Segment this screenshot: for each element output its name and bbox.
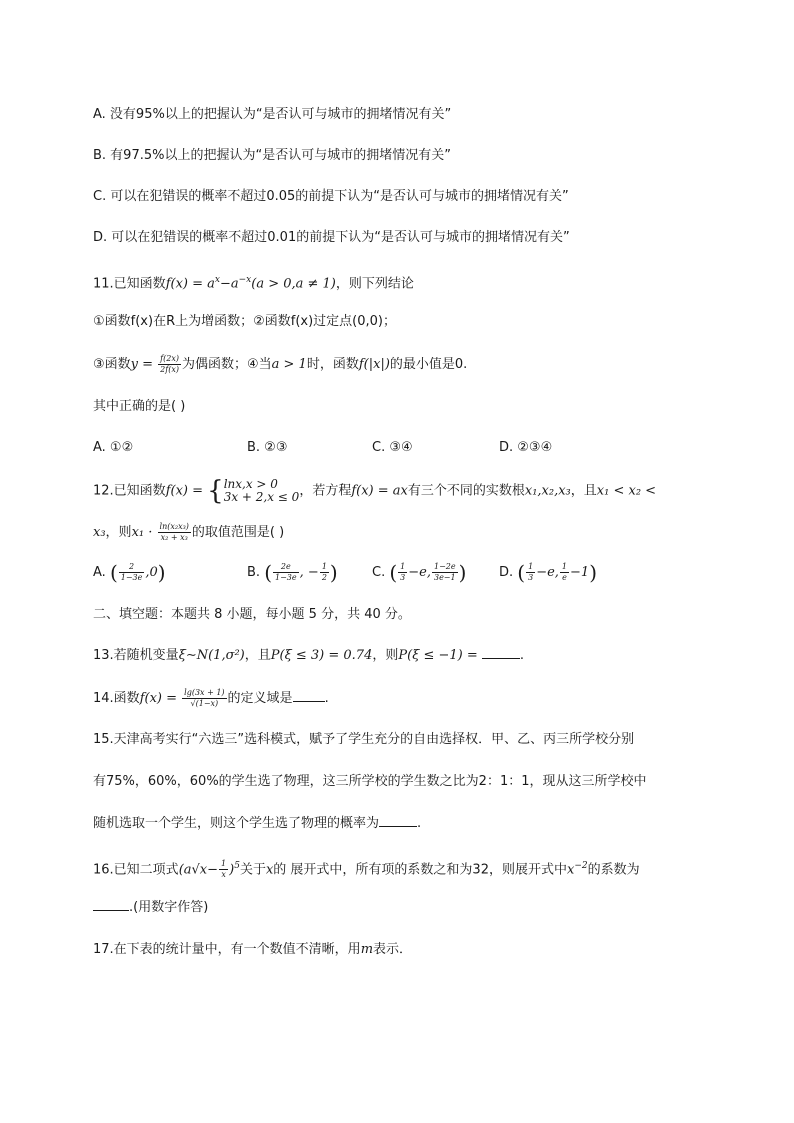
q13-post: . (519, 648, 525, 663)
q16-exp: 5 (234, 861, 240, 871)
q11-condition: (a > 0,a ≠ 1) (251, 276, 336, 292)
q12-d-frac1 (526, 562, 535, 583)
q12-line2-mid: ，则 (105, 525, 132, 540)
q12-b-lparen: ( (264, 560, 273, 585)
question-11-ask: 其中正确的是( ) (93, 399, 186, 414)
q12-c-num2: 1−2e (433, 562, 456, 571)
q12-c-frac2 (432, 562, 458, 583)
q16-post: 的系数为 (587, 862, 640, 878)
q11-option-c: C. ③④ (372, 440, 413, 455)
q13-mid2: ，则 (372, 648, 399, 663)
q12-b-rparen: ) (329, 560, 338, 585)
q12-piecewise (207, 478, 299, 504)
q12-d-tail: −1 (570, 565, 590, 580)
q12-fraction (158, 522, 191, 543)
option-10-a: A. 没有95%以上的把握认为“是否认可与城市的拥堵情况有关” (93, 107, 452, 122)
q12-ineq: x₁ < x₂ < (596, 483, 657, 499)
q12-b-sep: , − (299, 565, 319, 580)
q12-a-lparen: ( (109, 560, 118, 585)
q12-case-2: 3x + 2,x ≤ 0 (223, 490, 300, 504)
q11-function: f(x) = a (165, 276, 215, 292)
q12-option-c (372, 562, 466, 583)
q12-a-frac (119, 562, 145, 583)
q12-b-num2: 1 (321, 562, 327, 571)
question-11-statements-1-2: ①函数f(x)在R上为增函数；②函数f(x)过定点(0,0)； (93, 314, 396, 329)
q13-pre: 13.若随机变量 (93, 648, 179, 663)
question-12-stem (93, 478, 656, 504)
q12-b-num1: 2e (273, 562, 299, 573)
q11-s3-post: 为偶函数；④当 (181, 357, 272, 372)
q13-answer-blank (482, 658, 520, 659)
q12-d-den1: 3 (528, 573, 534, 582)
question-13 (93, 646, 524, 666)
q11-exp1: x (214, 275, 220, 285)
question-17 (93, 940, 412, 960)
q11-mid: −a (219, 276, 239, 292)
q16-xterm: x (566, 862, 575, 878)
q11-s3-num: f(2x) (160, 354, 179, 363)
q12-d-num2: 1 (561, 562, 568, 571)
q12-option-a (93, 562, 166, 583)
q11-stem-pre: 11.已知函数 (93, 276, 166, 292)
q15-answer-blank (379, 826, 417, 827)
q12-d-frac2 (560, 562, 569, 583)
q12-option-b (247, 562, 338, 583)
q16-den: x (221, 870, 226, 880)
q13-p2: P(ξ ≤ −1) = (398, 648, 478, 663)
q15-line3-post: . (417, 816, 422, 831)
q12-line2-post: 的取值范围是( ) (191, 525, 285, 540)
q14-num: lg(3x + 1) (184, 688, 225, 697)
q12-c-rparen: ) (458, 560, 467, 585)
q16-xexp: −2 (574, 861, 588, 871)
question-11-statements-3-4 (93, 354, 467, 375)
q11-option-d: D. ②③④ (499, 440, 553, 455)
q12-c-mid: −e, (408, 565, 431, 580)
q17-m: m (360, 942, 374, 957)
q12-brace: { (207, 476, 224, 506)
q16-line2-post: .(用数字作答) (129, 900, 209, 915)
q12-stem-pre: 12.已知函数 (93, 483, 166, 499)
q12-a-num: 2 (119, 562, 145, 573)
q11-s3-fraction (158, 354, 181, 375)
q11-s3-cond: a > 1 (271, 357, 307, 372)
question-15-line-1: 15.天津高考实行“六选三”选科模式，赋予了学生充分的自由选择权．甲、乙、丙三所学校分别 (93, 732, 635, 747)
q12-den: x₂ + x₃ (160, 533, 188, 542)
q11-stem-post: ，则下列结论 (335, 276, 414, 292)
q12-c-den1: 3 (400, 573, 406, 582)
q12-x1: x₁ · (131, 525, 153, 540)
q12-a-tail: ,0 (145, 565, 158, 580)
option-10-d: D. 可以在犯错误的概率不超过0.01的前提下认为“是否认可与城市的拥堵情况有关” (93, 230, 570, 245)
q14-den: √(1−x) (190, 699, 219, 708)
q15-line3-pre: 随机选取一个学生，则这个学生选了物理的概率为 (93, 816, 380, 831)
q12-d-lparen: ( (517, 560, 526, 585)
option-10-c: C. 可以在犯错误的概率不超过0.05的前提下认为“是否认可与城市的拥堵情况有关” (93, 189, 569, 204)
q14-f: f(x) = (139, 691, 177, 706)
q16-x: x (265, 862, 274, 878)
question-11-stem (93, 270, 414, 294)
q11-s3-f: f(|x|) (358, 357, 390, 372)
question-12-line-2 (93, 522, 284, 543)
q12-x3: x₃ (93, 525, 106, 540)
q12-c-frac1 (398, 562, 407, 583)
q16-num: 1 (221, 859, 227, 869)
q13-p1: P(ξ ≤ 3) = 0.74 (270, 648, 373, 663)
q14-answer-blank (293, 701, 325, 702)
q17-pre: 17.在下表的统计量中，有一个数值不清晰，用 (93, 942, 361, 957)
q16-mid: 关于 (239, 862, 266, 878)
q12-stem-mid2: 有三个不同的实数根 (407, 483, 525, 499)
q12-case-1: lnx,x > 0 (223, 477, 278, 491)
question-16-line-1 (93, 856, 640, 880)
q14-end: . (324, 691, 329, 706)
q16-fraction (219, 859, 228, 880)
q12-roots: x₁,x₂,x₃ (524, 483, 571, 499)
q12-d-den2: e (562, 573, 567, 582)
q11-option-b: B. ②③ (247, 440, 288, 455)
q16-mid2: 的 展开式中，所有项的系数之和为32，则展开式中 (273, 862, 567, 878)
q12-b-den1: 1−3e (275, 573, 297, 582)
question-16-line-2 (93, 898, 208, 918)
q16-expr: (a√x− (178, 862, 219, 878)
q11-s3-post3: 的最小值是0. (389, 357, 468, 372)
q12-num: ln(x₂x₃) (159, 522, 189, 531)
q11-s3-y: y = (130, 357, 154, 372)
question-15-line-3 (93, 814, 421, 834)
q12-b-frac2 (320, 562, 329, 583)
q12-a-rparen: ) (157, 560, 166, 585)
q12-c-num1: 1 (400, 562, 406, 571)
q12-stem-mid: ，若方程 (299, 483, 352, 499)
question-14 (93, 688, 329, 709)
q12-b-frac1 (273, 562, 299, 583)
q13-dist: ξ∼N(1,σ²) (178, 648, 245, 663)
q12-b-label: B. (247, 565, 261, 580)
q11-s3-den: 2f(x) (160, 365, 179, 374)
q11-option-a: A. ①② (93, 440, 134, 455)
q16-answer-blank (93, 910, 129, 911)
q12-d-num1: 1 (528, 562, 534, 571)
q14-pre: 14.函数 (93, 691, 140, 706)
q12-option-d (499, 562, 597, 583)
q12-c-den2: 3e−1 (433, 573, 456, 582)
q12-a-label: A. (93, 565, 106, 580)
q14-fraction (182, 688, 226, 709)
q11-s3-post2: 时，函数 (306, 357, 359, 372)
q12-f: f(x) = (165, 483, 203, 499)
q13-mid: ，且 (244, 648, 271, 663)
q11-s3-pre: ③函数 (93, 357, 131, 372)
option-10-b: B. 有97.5%以上的把握认为“是否认可与城市的拥堵情况有关” (93, 148, 451, 163)
q12-d-mid: −e, (536, 565, 559, 580)
q17-post: 表示． (373, 942, 413, 957)
q16-close: ) (229, 862, 235, 878)
q12-b-den2: 2 (321, 573, 327, 582)
q12-c-label: C. (372, 565, 386, 580)
q12-stem-mid3: ，且 (570, 483, 597, 499)
q12-d-rparen: ) (589, 560, 597, 585)
q12-c-lparen: ( (389, 560, 398, 585)
q12-d-label: D. (499, 565, 514, 580)
q11-exp2: −x (238, 275, 252, 285)
q12-eq: f(x) = ax (351, 483, 408, 499)
question-15-line-2: 有75%，60%，60%的学生选了物理，这三所学校的学生数之比为2：1：1，现从这三所学校中 (93, 774, 647, 789)
q16-pre: 16.已知二项式 (93, 862, 179, 878)
q12-a-den: 1−3e (120, 573, 143, 582)
q14-post: 的定义域是 (227, 691, 293, 706)
section-2-heading: 二、填空题：本题共 8 小题，每小题 5 分，共 40 分。 (93, 607, 411, 622)
